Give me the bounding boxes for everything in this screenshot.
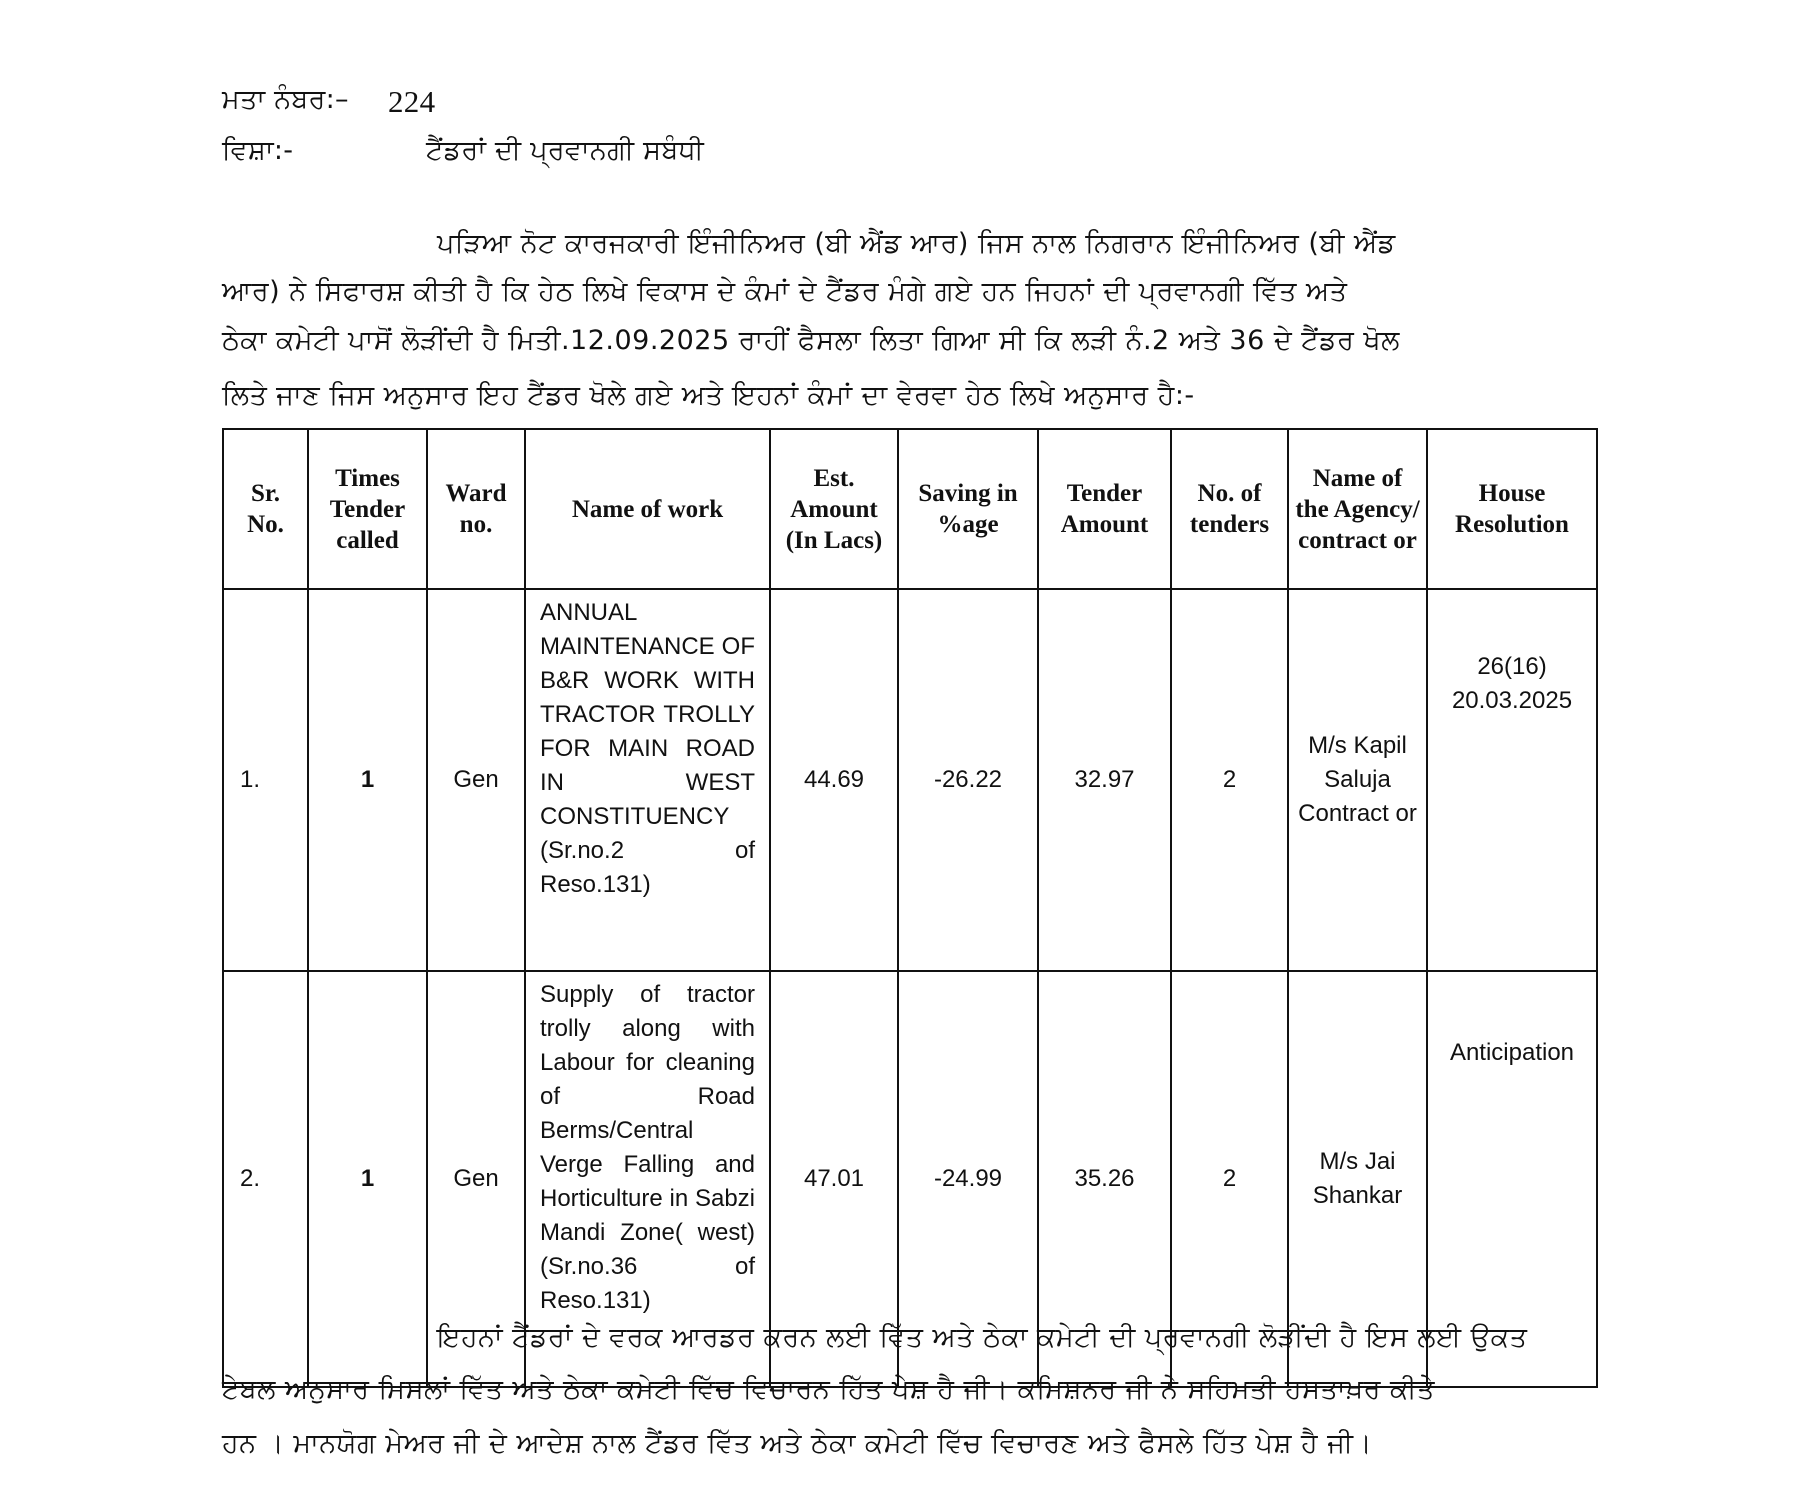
closing-paragraph-line: ਹਨ । ਮਾਨਯੋਗ ਮੇਅਰ ਜੀ ਦੇ ਆਦੇਸ਼ ਨਾਲ ਟੈਂਡਰ ਵਿੱਤ ਅਤੇ ਠੇਕਾ ਕਮੇਟੀ ਵਿੱਚ ਵਿਚਾਰਣ ਅਤੇ ਫੈਸਲੇ ਹਿੱਤ ਪੇਸ਼ ਹੈ ਜੀ। (222, 1428, 1373, 1459)
cell-ward-no: Gen (427, 589, 525, 971)
cell-est-amount: 44.69 (770, 589, 898, 971)
cell-saving: -24.99 (898, 971, 1038, 1387)
cell-est-amount: 47.01 (770, 971, 898, 1387)
intro-paragraph-line: ਪੜਿਆ ਨੋਟ ਕਾਰਜਕਾਰੀ ਇੰਜੀਨਿਅਰ (ਬੀ ਐਂਡ ਆਰ) ਜਿਸ ਨਾਲ ਨਿਗਰਾਨ ਇੰਜੀਨਿਅਰ (ਬੀ ਐਂਡ (437, 228, 1396, 259)
header-est-amount: Est. Amount (In Lacs) (770, 429, 898, 589)
header-house-resolution: House Resolution (1427, 429, 1597, 589)
cell-name-of-work: ANNUAL MAINTENANCE OF B&R WORK WITH TRACTOR TROLLY FOR MAIN ROAD IN WEST CONSTITUENCY (Sr.no.2 of Reso.131) (525, 589, 770, 971)
cell-times-called: 1 (308, 971, 427, 1387)
cell-name-of-work: Supply of tractor trolly along with Labour for cleaning of Road Berms/Central Verge Falling and Horticulture in Sabzi Mandi Zone( west) (Sr.no.36 of Reso.131) (525, 971, 770, 1387)
cell-saving: -26.22 (898, 589, 1038, 971)
cell-tender-amount: 35.26 (1038, 971, 1171, 1387)
resolution-status-text: Anticipation (1449, 1039, 1575, 1066)
resolution-number-text: 26(16) (1477, 653, 1547, 680)
closing-paragraph-line: ਇਹਨਾਂ ਟੈਂਡਰਾਂ ਦੇ ਵਰਕ ਆਰਡਰ ਕਰਨ ਲਈ ਵਿੱਤ ਅਤੇ ਠੇਕਾ ਕਮੇਟੀ ਦੀ ਪ੍ਰਵਾਨਗੀ ਲੋੜੀਂਦੀ ਹੈ ਇਸ ਲਈ ਉਕਤ (437, 1322, 1528, 1353)
header-tender-amount: Tender Amount (1038, 429, 1171, 589)
header-times-called: Times Tender called (308, 429, 427, 589)
cell-sr-no: 2. (223, 971, 308, 1387)
cell-times-called: 1 (308, 589, 427, 971)
table-header-row (223, 429, 1597, 589)
header-saving: Saving in %age (898, 429, 1038, 589)
intro-paragraph-line: ਆਰ) ਨੇ ਸਿਫਾਰਸ਼ ਕੀਤੀ ਹੈ ਕਿ ਹੇਠ ਲਿਖੇ ਵਿਕਾਸ ਦੇ ਕੰਮਾਂ ਦੇ ਟੈਂਡਰ ਮੰਗੇ ਗਏ ਹਨ ਜਿਹਨਾਂ ਦੀ ਪ੍ਰਵਾਨਗੀ ਵਿੱਤ ਅਤੇ (222, 276, 1348, 307)
cell-sr-no: 1. (223, 589, 308, 971)
cell-no-of-tenders: 2 (1171, 589, 1288, 971)
resolution-date-text: 20.03.2025 (1451, 687, 1573, 714)
header-no-of-tenders: No. of tenders (1171, 429, 1288, 589)
cell-agency: M/s Kapil Saluja Contract or (1288, 589, 1427, 971)
subject-text: ਟੈਂਡਰਾਂ ਦੀ ਪ੍ਰਵਾਨਗੀ ਸਬੰਧੀ (426, 135, 705, 166)
header-ward-no: Ward no. (427, 429, 525, 589)
cell-house-resolution (1427, 589, 1597, 971)
cell-ward-no: Gen (427, 971, 525, 1387)
intro-paragraph-line: ਠੇਕਾ ਕਮੇਟੀ ਪਾਸੋਂ ਲੋੜੀਂਦੀ ਹੈ ਮਿਤੀ.12.09.2025 ਰਾਹੀਂ ਫੈਸਲਾ ਲਿਤਾ ਗਿਆ ਸੀ ਕਿ ਲੜੀ ਨੰ.2 ਅਤੇ 36 ਦੇ ਟੈਂਡਰ ਖੋਲ (222, 325, 1400, 356)
resolution-label: ਮਤਾ ਨੰਬਰ:– (222, 84, 349, 115)
header-sr-no: Sr. No. (223, 429, 308, 589)
table-row (223, 589, 1597, 971)
subject-label: ਵਿਸ਼ਾ:- (222, 135, 294, 166)
intro-paragraph-line: ਲਿਤੇ ਜਾਣ ਜਿਸ ਅਨੁਸਾਰ ਇਹ ਟੈਂਡਰ ਖੋਲੇ ਗਏ ਅਤੇ ਇਹਨਾਂ ਕੰਮਾਂ ਦਾ ਵੇਰਵਾ ਹੇਠ ਲਿਖੇ ਅਨੁਸਾਰ ਹੈ:- (222, 380, 1195, 411)
cell-no-of-tenders: 2 (1171, 971, 1288, 1387)
closing-paragraph-line: ਟੇਬਲ ਅਨੁਸਾਰ ਮਿਸਲਾਂ ਵਿੱਤ ਅਤੇ ਠੇਕਾ ਕਮੇਟੀ ਵਿੱਚ ਵਿਚਾਰਨ ਹਿੱਤ ਪੇਸ਼ ਹੈ ਜੀ। ਕਮਿਸ਼ਨਰ ਜੀ ਨੇ ਸਹਿਮਤੀ ਹਸਤਾਖ਼ਰ ਕੀਤੇ (222, 1374, 1435, 1405)
header-agency: Name of the Agency/ contract or (1288, 429, 1427, 589)
header-name-of-work: Name of work (525, 429, 770, 589)
resolution-number: 224 (388, 84, 436, 119)
cell-agency: M/s Jai Shankar (1288, 971, 1427, 1387)
cell-tender-amount: 32.97 (1038, 589, 1171, 971)
tenders-table (222, 428, 1598, 1388)
